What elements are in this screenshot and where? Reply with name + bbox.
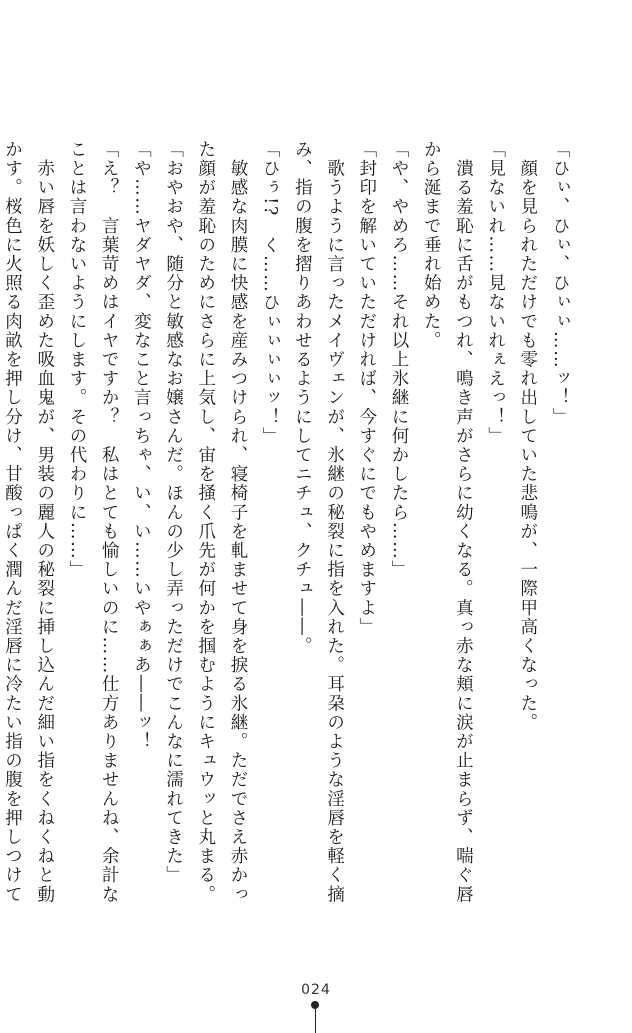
- page-number: 024: [301, 982, 331, 998]
- text-line: 「や……ヤダヤダ、変なこと言っちゃ、い、い……いやぁぁあ――ッ！: [131, 140, 152, 752]
- text-line: かす。桜色に火照る肉畝を押し分け、甘酸っぱく潤んだ淫唇に冷たい指の腹を押しつけて: [2, 140, 23, 904]
- text-line: から涎まで垂れ始めた。: [421, 140, 442, 351]
- vertical-text-body: [2, 140, 576, 904]
- text-line: 「や、やめろ……それ以上氷継に何かしたら……」: [388, 140, 409, 580]
- page-ornament-dot: [311, 1001, 319, 1009]
- page-ornament-line: [315, 1009, 316, 1033]
- text-line: 「封印を解いていただければ、今すぐにでもやめますよ」: [356, 140, 377, 637]
- text-line: 赤い唇を妖しく歪めた吸血鬼が、男装の麗人の秘裂に挿し込んだ細い指をくねくねと動: [34, 140, 55, 904]
- text-line: 顔を見られただけでも零れ出していた悲鳴が、一際甲高くなった。: [517, 140, 538, 733]
- text-line: 歌うように言ったメイヴェンが、氷継の秘裂に指を入れた。耳朶のような淫唇を軽く摘: [324, 140, 345, 904]
- text-line: た顔が羞恥のためにさらに上気し、宙を掻く爪先が何かを掴むようにキュウッと丸まる。: [195, 140, 216, 904]
- text-line: 「ひぅ!? く……ひぃぃぃぃッ！」: [260, 140, 281, 447]
- text-line: 「おやおや、随分と敏感なお嬢さんだ。ほんの少し弄っただけでこんなに濡れてきた」: [163, 140, 184, 885]
- text-line: ことは言わないようにします。その代わりに……」: [66, 140, 87, 580]
- text-line: 潰る羞恥に舌がもつれ、鳴き声がさらに幼くなる。真っ赤な頬に涙が止まらず、喘ぐ唇: [453, 140, 474, 904]
- text-line: 「見ないれ……見ないれぇえっ！」: [485, 140, 506, 446]
- text-line: 「ひぃ、ひぃ、ひぃぃ……ッ！」: [550, 140, 570, 427]
- text-line: み、指の腹を摺りあわせるようにしてニチュ、クチュ――。: [292, 140, 313, 656]
- text-line: 「え？ 言葉苛めはイヤですか？ 私はとても愉しいのに……仕方ありませんね、余計な: [99, 140, 120, 904]
- text-line: 敏感な肉膜に快感を産みつけられ、寝椅子を軋ませて身を捩る氷継。ただでさえ赤かっ: [227, 140, 248, 904]
